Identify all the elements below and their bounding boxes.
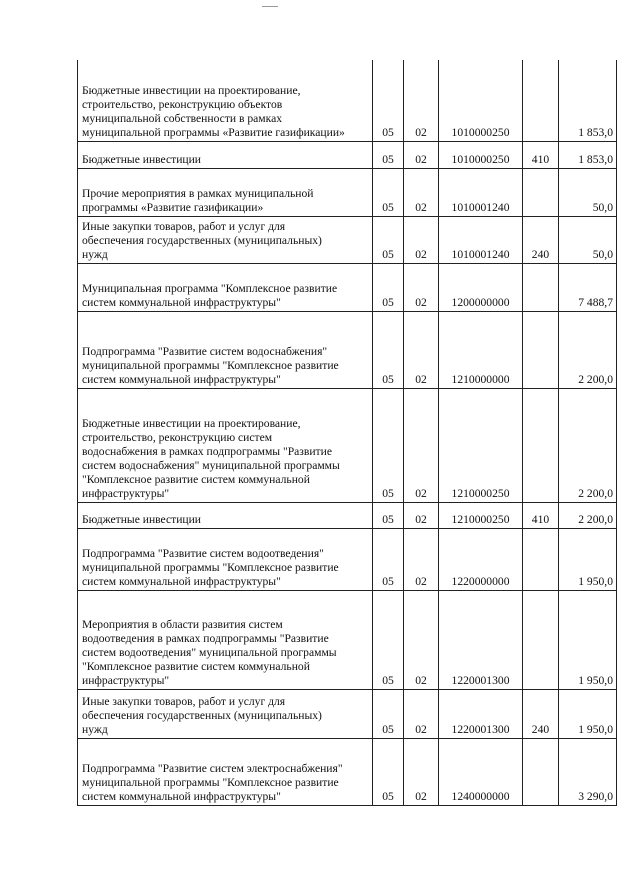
row-target-article: 1220000000 [439,528,523,590]
table-row [78,311,617,388]
row-amount: 2 200,0 [559,388,617,502]
row-name: Подпрограмма "Развитие систем водоотведения" муниципальной программы "Комплексное развитие систем коммунальной инфраструктуры" [78,528,373,590]
row-amount: 3 290,0 [559,738,617,805]
row-expense-type: 240 [523,216,559,263]
row-expense-type [523,60,559,141]
row-subsection: 02 [404,263,439,311]
row-amount: 1 950,0 [559,590,617,689]
row-subsection: 02 [404,141,439,168]
row-name: Иные закупки товаров, работ и услуг для обеспечения государственных (муниципальных) нужд [78,689,373,738]
row-expense-type [523,738,559,805]
row-subsection: 02 [404,311,439,388]
row-amount: 2 200,0 [559,502,617,528]
table-row [78,263,617,311]
row-amount: 2 200,0 [559,311,617,388]
row-amount: 50,0 [559,216,617,263]
row-name: Мероприятия в области развития систем водоотведения в рамках подпрограммы "Развитие систем водоотведения" муниципальной программы "Комплексное развитие систем коммунальной инфраструктуры" [78,590,373,689]
row-target-article: 1220001300 [439,590,523,689]
row-section: 05 [373,60,404,141]
row-expense-type: 410 [523,141,559,168]
row-section: 05 [373,311,404,388]
row-subsection: 02 [404,528,439,590]
row-subsection: 02 [404,738,439,805]
row-section: 05 [373,528,404,590]
table-row [78,738,617,805]
row-section: 05 [373,502,404,528]
row-subsection: 02 [404,590,439,689]
row-expense-type [523,263,559,311]
row-expense-type [523,311,559,388]
row-name: Бюджетные инвестиции на проектирование, строительство, реконструкцию систем водоснабжения в рамках подпрограммы "Развитие систем водоснабжения" муниципальной программы "Комплексное развитие систем коммунальной инфраструктуры" [78,388,373,502]
row-expense-type [523,590,559,689]
row-amount: 50,0 [559,168,617,216]
row-name: Бюджетные инвестиции на проектирование, строительство, реконструкцию объектов муниципальной собственности в рамках муниципальной программы «Развитие газификации» [78,60,373,141]
row-section: 05 [373,388,404,502]
row-amount: 1 853,0 [559,60,617,141]
row-expense-type: 240 [523,689,559,738]
row-name: Бюджетные инвестиции [78,502,373,528]
row-target-article: 1200000000 [439,263,523,311]
row-section: 05 [373,689,404,738]
row-subsection: 02 [404,689,439,738]
table-row [78,141,617,168]
row-expense-type: 410 [523,502,559,528]
row-subsection: 02 [404,502,439,528]
row-expense-type [523,168,559,216]
row-name: Подпрограмма "Развитие систем электроснабжения" муниципальной программы "Комплексное развитие систем коммунальной инфраструктуры" [78,738,373,805]
table-row [78,60,617,141]
table-row [78,216,617,263]
row-subsection: 02 [404,388,439,502]
row-target-article: 1210000250 [439,388,523,502]
table-row [78,689,617,738]
row-target-article: 1240000000 [439,738,523,805]
table-row [78,528,617,590]
page-top-mark [262,6,278,7]
row-section: 05 [373,590,404,689]
row-name: Муниципальная программа "Комплексное развитие систем коммунальной инфраструктуры" [78,263,373,311]
row-subsection: 02 [404,216,439,263]
row-expense-type [523,528,559,590]
row-target-article: 1010001240 [439,216,523,263]
row-expense-type [523,388,559,502]
row-target-article: 1220001300 [439,689,523,738]
row-section: 05 [373,263,404,311]
row-name: Прочие мероприятия в рамках муниципальной программы «Развитие газификации» [78,168,373,216]
row-amount: 1 950,0 [559,528,617,590]
row-amount: 7 488,7 [559,263,617,311]
row-target-article: 1210000000 [439,311,523,388]
row-subsection: 02 [404,168,439,216]
row-section: 05 [373,738,404,805]
row-section: 05 [373,216,404,263]
row-name: Подпрограмма "Развитие систем водоснабжения" муниципальной программы "Комплексное развитие систем коммунальной инфраструктуры" [78,311,373,388]
table-row [78,168,617,216]
row-amount: 1 950,0 [559,689,617,738]
row-target-article: 1010001240 [439,168,523,216]
table-row [78,502,617,528]
row-target-article: 1010000250 [439,60,523,141]
table-row [78,590,617,689]
row-name: Иные закупки товаров, работ и услуг для обеспечения государственных (муниципальных) нужд [78,216,373,263]
row-section: 05 [373,141,404,168]
row-target-article: 1010000250 [439,141,523,168]
row-section: 05 [373,168,404,216]
row-amount: 1 853,0 [559,141,617,168]
row-name: Бюджетные инвестиции [78,141,373,168]
budget-table [77,60,617,806]
table-row [78,388,617,502]
row-subsection: 02 [404,60,439,141]
row-target-article: 1210000250 [439,502,523,528]
